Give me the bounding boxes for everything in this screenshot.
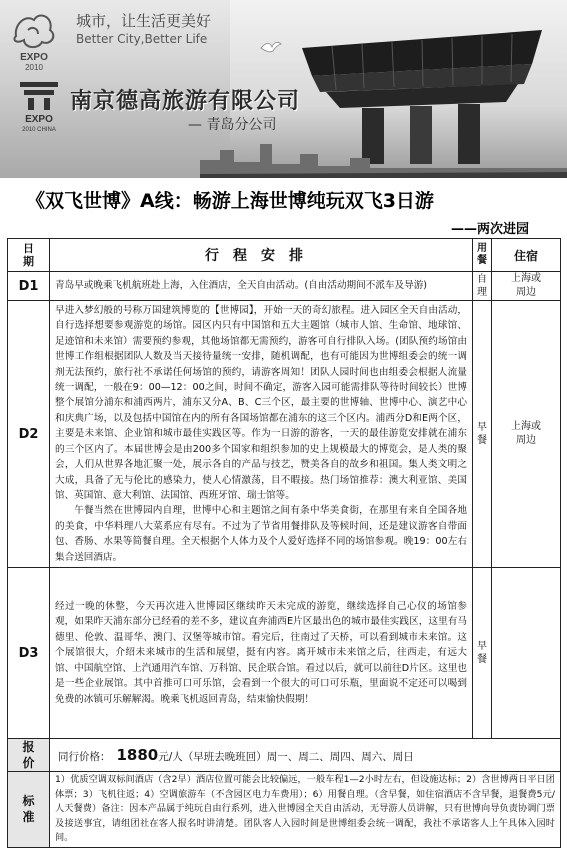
expo-2010-logo-icon bbox=[4, 6, 64, 72]
price-amount: 1880 bbox=[116, 746, 159, 764]
stay-label: 上海或 周边 bbox=[511, 273, 541, 298]
meal-cell: 自理 bbox=[473, 272, 492, 301]
price-label-text: 报 价 bbox=[22, 740, 35, 770]
stay-cell bbox=[492, 568, 561, 739]
table-row-standard bbox=[8, 772, 561, 848]
dove-icon bbox=[260, 40, 282, 54]
stay-cell bbox=[492, 301, 561, 568]
company-name: 南京德高旅游有限公司 bbox=[70, 89, 301, 114]
meal-cell bbox=[473, 568, 492, 739]
header-day-label: 日 期 bbox=[23, 242, 34, 268]
page-subtitle: ——两次进园 bbox=[450, 222, 529, 237]
svg-text:2010 CHINA: 2010 CHINA bbox=[22, 127, 56, 133]
expo-small-logo-icon bbox=[14, 78, 64, 134]
svg-text:EXPO: EXPO bbox=[20, 52, 48, 63]
standard-label-text: 标 准 bbox=[22, 794, 35, 825]
slogan-chinese: 城市，让生活更美好 bbox=[76, 12, 212, 30]
header-day bbox=[8, 239, 50, 272]
standard-label bbox=[8, 772, 50, 848]
day-cell: D1 bbox=[8, 272, 50, 301]
price-suffix: 元/人（早班去晚班回）周一、周二、周四、周六、周日 bbox=[158, 751, 414, 763]
branch-name: — 青岛分公司 bbox=[188, 117, 277, 133]
page-title: 《双飞世博》A线：畅游上海世博纯玩双飞3日游 bbox=[26, 190, 434, 212]
plan-paragraph: 青岛早或晚乘飞机航班赴上海，入住酒店，全天自由活动。(自由活动期间不派车及导游) bbox=[55, 280, 428, 292]
table-row-price bbox=[8, 739, 561, 772]
day-cell: D3 bbox=[8, 568, 50, 739]
price-cell bbox=[50, 739, 561, 772]
stay-label: 上海或 周边 bbox=[511, 421, 541, 446]
header-plan: 行程安排 bbox=[50, 239, 473, 272]
day-cell: D2 bbox=[8, 301, 50, 568]
header-stay: 住宿 bbox=[492, 239, 561, 272]
plan-cell bbox=[50, 272, 473, 301]
slogan-english: Better City,Better Life bbox=[76, 32, 208, 46]
price-prefix: 同行价格： bbox=[58, 751, 111, 763]
plan-paragraph: 经过一晚的休整，今天再次进入世博园区继续昨天未完成的游览，继续选择自己心仪的场馆参观，如果昨天浦东部分已经看的差不多，建议直奔浦西E片区最出色的城市最佳实践区，这里有马德里、伦敦、温哥华、澳门、汉堡等城市馆。看完后，往南过了天桥，可以看到城市未来馆。这个展馆很大，介绍未来城市的生活和展望，挺有内容。离开城市未来馆之后，往西走，有远大馆、中国航空馆、上汽通用汽车馆、万科馆、民企联合馆。看过以后，就可以前往D片区。这里也是一些企业展馆。其中首推可口可乐馆，会看到一个很大的可口可乐瓶，里面说不定还可以喝到免费的冰镇可乐解解渴。晚乘飞机返回青岛，结束愉快假期！ bbox=[55, 601, 467, 705]
standard-text: 1）优质空调双标间酒店（含2早）酒店位置可能会比较偏远，一般车程1—2小时左右，但设施达标；2）含世博两日平日团体票；3）飞机往返；4）空调旅游车（不含园区电力车费用）；6）用餐自理。（含早餐，如住宿酒店不含早餐，退餐费5元/人天餐费）备注：因本产品属于纯玩自由行系列，进入世博园全天自由活动，无导游人员讲解，只有世博向导负责协调门票及接送事宜，请组团社在客人报名时讲清楚。团队客人入园时间是世博组委会统一调配，我社不承诺客人上午具体入园时间。 bbox=[55, 774, 555, 844]
itinerary-table bbox=[7, 238, 561, 848]
plan-cell bbox=[50, 301, 473, 568]
standard-cell bbox=[50, 772, 561, 848]
price-label bbox=[8, 739, 50, 772]
header-banner bbox=[0, 0, 567, 178]
table-row-d1 bbox=[8, 272, 561, 301]
table-row-d2 bbox=[8, 301, 561, 568]
svg-text:2010: 2010 bbox=[25, 63, 43, 72]
meal-label: 早 餐 bbox=[477, 422, 487, 446]
meal-label: 早 餐 bbox=[477, 641, 487, 665]
meal-cell bbox=[473, 301, 492, 568]
plan-paragraph: 午餐当然在世博园内自理，世博中心和主题馆之间有条中华美食街，在那里有来自全国各地的美食，中华料理八大菜系应有尽有。不过为了节省用餐排队及等候时间，还是建议游客自带面包、香肠、水果等简餐自理。全天根据个人体力及个人爱好选择不同的场馆参观。晚19：00左右集合送回酒店。 bbox=[55, 505, 467, 563]
plan-paragraph: 早进入梦幻般的号称万国建筑博览的【世博园】，开始一天的奇幻旅程。进入园区全天自由活动，自行选择想要参观游览的场馆。园区内只有中国馆和五大主题馆（城市人馆、生命馆、地球馆、足迹馆和未来馆）需要预约参观，其他场馆都无需预约，游客可自行排队入场。(团队预约场馆由世博工作组根据团队人数及当天接待量统一安排，随机调配，也有可能因为世博组委会的统一调剂无法预约，旅行社不承诺任何场馆的预约，请游客周知！团队人园时间也由组委会根据人流量统一调配，一般在9：00—12：00之间，时间不确定，游客入园可能需排队等待时间较长）世博整个展馆分浦东和浦西两片，浦东又分A、B、C三个区，最主要的世博轴、世博中心、演艺中心和庆典广场，以及包括中国馆在内的所有各国场馆都在浦东的这三个区内。浦西分D和E两个区，主要是未来馆、企业馆和城市最佳实践区等。作为一日游的游客，一天的最佳游览安排就在浦东的三个区内了。本届世博会是由200多个国家和组织参加的史上规模最大的博览会，是人类的聚会，人们从世界各地汇聚一处，展示各自的产品与技艺，赞美各自的故乡和祖国。集人类文明之大成，具备了无与伦比的感染力，使人心情激荡，目不暇接。热门场馆推荐：澳大利亚馆、美国馆、英国馆、意大利馆、法国馆、西班牙馆、瑞士馆等。 bbox=[55, 305, 467, 501]
stay-cell bbox=[492, 272, 561, 301]
header-meal bbox=[473, 239, 492, 272]
header-meal-label: 用 餐 bbox=[477, 243, 487, 266]
svg-text:EXPO: EXPO bbox=[25, 114, 53, 125]
table-header-row bbox=[8, 239, 561, 272]
plan-cell bbox=[50, 568, 473, 739]
table-row-d3 bbox=[8, 568, 561, 739]
